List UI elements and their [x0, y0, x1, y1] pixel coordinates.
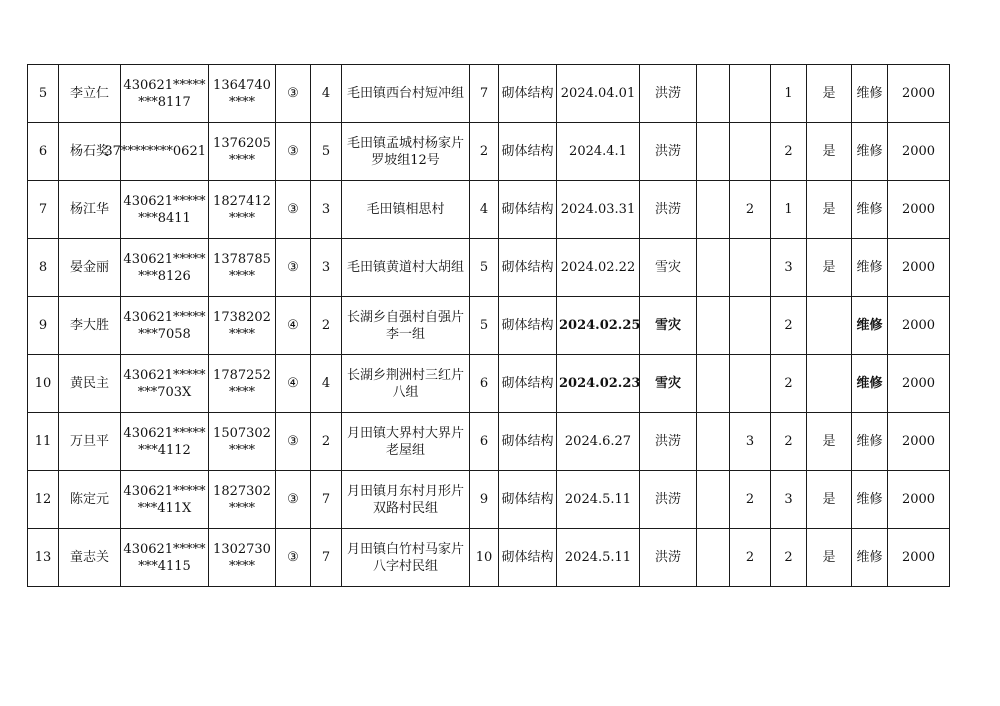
cell-cat: ③ [276, 123, 311, 181]
cell-cat: ③ [276, 471, 311, 529]
cell-cat: ④ [276, 297, 311, 355]
cell-phone: 1787252**** [209, 355, 276, 413]
cell-c1 [697, 65, 730, 123]
cell-rooms: 7 [470, 65, 499, 123]
cell-c1 [697, 239, 730, 297]
records-table [27, 64, 950, 587]
cell-flag [807, 355, 852, 413]
cell-c2 [730, 297, 771, 355]
cell-flag: 是 [807, 529, 852, 587]
cell-members: 4 [311, 65, 342, 123]
cell-name: 李立仁 [59, 65, 121, 123]
cell-structure: 砌体结构 [499, 355, 557, 413]
cell-flag: 是 [807, 65, 852, 123]
cell-address: 长湖乡自强村自强片李一组 [342, 297, 470, 355]
cell-disaster: 洪涝 [640, 123, 697, 181]
cell-date: 2024.5.11 [557, 529, 640, 587]
cell-name: 陈定元 [59, 471, 121, 529]
cell-phone: 1376205**** [209, 123, 276, 181]
table-row [28, 297, 950, 355]
cell-rooms: 6 [470, 413, 499, 471]
cell-c3: 2 [771, 355, 807, 413]
cell-action: 维修 [852, 355, 888, 413]
cell-c3: 3 [771, 471, 807, 529]
cell-rooms: 4 [470, 181, 499, 239]
cell-c3: 1 [771, 65, 807, 123]
cell-id: 430621********411X [121, 471, 209, 529]
cell-phone: 1378785**** [209, 239, 276, 297]
cell-c1 [697, 413, 730, 471]
cell-members: 5 [311, 123, 342, 181]
cell-c3: 2 [771, 297, 807, 355]
cell-structure: 砌体结构 [499, 471, 557, 529]
cell-no: 11 [28, 413, 59, 471]
cell-amount: 2000 [888, 297, 950, 355]
cell-c3: 1 [771, 181, 807, 239]
cell-date: 2024.4.1 [557, 123, 640, 181]
cell-name: 李大胜 [59, 297, 121, 355]
cell-no: 10 [28, 355, 59, 413]
cell-structure: 砌体结构 [499, 297, 557, 355]
cell-date: 2024.6.27 [557, 413, 640, 471]
cell-phone: 1364740**** [209, 65, 276, 123]
cell-no: 12 [28, 471, 59, 529]
cell-address: 毛田镇西台村短冲组 [342, 65, 470, 123]
table-row [28, 413, 950, 471]
cell-id: 430621********8117 [121, 65, 209, 123]
cell-disaster: 洪涝 [640, 413, 697, 471]
cell-c2 [730, 355, 771, 413]
records-body [28, 65, 950, 587]
cell-cat: ④ [276, 355, 311, 413]
cell-amount: 2000 [888, 413, 950, 471]
cell-structure: 砌体结构 [499, 181, 557, 239]
cell-amount: 2000 [888, 471, 950, 529]
cell-name: 万旦平 [59, 413, 121, 471]
cell-action: 维修 [852, 239, 888, 297]
cell-structure: 砌体结构 [499, 529, 557, 587]
cell-c2: 2 [730, 471, 771, 529]
cell-members: 7 [311, 471, 342, 529]
cell-rooms: 6 [470, 355, 499, 413]
cell-id: 430621********7058 [121, 297, 209, 355]
cell-no: 8 [28, 239, 59, 297]
cell-disaster: 洪涝 [640, 529, 697, 587]
cell-phone: 1738202**** [209, 297, 276, 355]
cell-c3: 3 [771, 239, 807, 297]
cell-c2: 3 [730, 413, 771, 471]
cell-address: 长湖乡荆洲村三红片八组 [342, 355, 470, 413]
cell-rooms: 10 [470, 529, 499, 587]
cell-flag [807, 297, 852, 355]
cell-action: 维修 [852, 413, 888, 471]
cell-address: 毛田镇相思村 [342, 181, 470, 239]
cell-cat: ③ [276, 239, 311, 297]
cell-c3: 2 [771, 529, 807, 587]
cell-name: 黄民主 [59, 355, 121, 413]
cell-address: 月田镇大界村大界片老屋组 [342, 413, 470, 471]
cell-id: 430621********8411 [121, 181, 209, 239]
cell-c2 [730, 239, 771, 297]
cell-amount: 2000 [888, 181, 950, 239]
cell-flag: 是 [807, 239, 852, 297]
cell-cat: ③ [276, 529, 311, 587]
cell-members: 2 [311, 413, 342, 471]
cell-rooms: 5 [470, 239, 499, 297]
cell-c1 [697, 297, 730, 355]
cell-no: 13 [28, 529, 59, 587]
cell-date: 2024.02.23 [557, 355, 640, 413]
cell-action: 维修 [852, 297, 888, 355]
cell-flag: 是 [807, 471, 852, 529]
cell-c3: 2 [771, 123, 807, 181]
cell-amount: 2000 [888, 529, 950, 587]
cell-members: 4 [311, 355, 342, 413]
cell-amount: 2000 [888, 355, 950, 413]
cell-rooms: 9 [470, 471, 499, 529]
cell-c2 [730, 123, 771, 181]
cell-no: 6 [28, 123, 59, 181]
cell-date: 2024.04.01 [557, 65, 640, 123]
cell-rooms: 2 [470, 123, 499, 181]
cell-date: 2024.03.31 [557, 181, 640, 239]
table-row [28, 529, 950, 587]
cell-c1 [697, 123, 730, 181]
cell-no: 9 [28, 297, 59, 355]
cell-action: 维修 [852, 65, 888, 123]
cell-disaster: 洪涝 [640, 181, 697, 239]
cell-members: 2 [311, 297, 342, 355]
cell-c2: 2 [730, 529, 771, 587]
cell-c3: 2 [771, 413, 807, 471]
cell-c1 [697, 471, 730, 529]
cell-structure: 砌体结构 [499, 239, 557, 297]
cell-no: 7 [28, 181, 59, 239]
cell-flag: 是 [807, 123, 852, 181]
cell-members: 3 [311, 181, 342, 239]
cell-address: 毛田镇孟城村杨家片罗坡组12号 [342, 123, 470, 181]
cell-name: 杨江华 [59, 181, 121, 239]
table-row [28, 181, 950, 239]
cell-address: 毛田镇黄道村大胡组 [342, 239, 470, 297]
table-row [28, 355, 950, 413]
cell-name: 杨石奖 [59, 123, 121, 181]
cell-action: 维修 [852, 529, 888, 587]
cell-cat: ③ [276, 413, 311, 471]
table-row [28, 123, 950, 181]
cell-action: 维修 [852, 471, 888, 529]
cell-date: 2024.02.25 [557, 297, 640, 355]
cell-members: 7 [311, 529, 342, 587]
cell-action: 维修 [852, 123, 888, 181]
cell-flag: 是 [807, 413, 852, 471]
table-row [28, 471, 950, 529]
cell-id: 430621********4112 [121, 413, 209, 471]
cell-amount: 2000 [888, 239, 950, 297]
cell-disaster: 雪灾 [640, 297, 697, 355]
cell-no: 5 [28, 65, 59, 123]
cell-c1 [697, 181, 730, 239]
cell-rooms: 5 [470, 297, 499, 355]
cell-phone: 1507302**** [209, 413, 276, 471]
cell-phone: 1827302**** [209, 471, 276, 529]
cell-flag: 是 [807, 181, 852, 239]
cell-disaster: 雪灾 [640, 239, 697, 297]
cell-address: 月田镇月东村月形片双路村民组 [342, 471, 470, 529]
cell-disaster: 雪灾 [640, 355, 697, 413]
table-row [28, 239, 950, 297]
cell-disaster: 洪涝 [640, 65, 697, 123]
cell-cat: ③ [276, 65, 311, 123]
table-row [28, 65, 950, 123]
cell-phone: 1302730**** [209, 529, 276, 587]
cell-name: 童志关 [59, 529, 121, 587]
cell-structure: 砌体结构 [499, 413, 557, 471]
cell-members: 3 [311, 239, 342, 297]
cell-amount: 2000 [888, 65, 950, 123]
cell-action: 维修 [852, 181, 888, 239]
cell-structure: 砌体结构 [499, 65, 557, 123]
cell-c2: 2 [730, 181, 771, 239]
cell-address: 月田镇白竹村马家片八字村民组 [342, 529, 470, 587]
cell-id: 430621********8126 [121, 239, 209, 297]
cell-name: 晏金丽 [59, 239, 121, 297]
cell-phone: 1827412**** [209, 181, 276, 239]
cell-c2 [730, 65, 771, 123]
cell-id: 430621********4115 [121, 529, 209, 587]
cell-c1 [697, 529, 730, 587]
cell-id: 0621********37 [121, 123, 209, 181]
cell-disaster: 洪涝 [640, 471, 697, 529]
cell-c1 [697, 355, 730, 413]
cell-amount: 2000 [888, 123, 950, 181]
cell-id: 430621********703X [121, 355, 209, 413]
cell-date: 2024.5.11 [557, 471, 640, 529]
cell-date: 2024.02.22 [557, 239, 640, 297]
cell-cat: ③ [276, 181, 311, 239]
cell-structure: 砌体结构 [499, 123, 557, 181]
